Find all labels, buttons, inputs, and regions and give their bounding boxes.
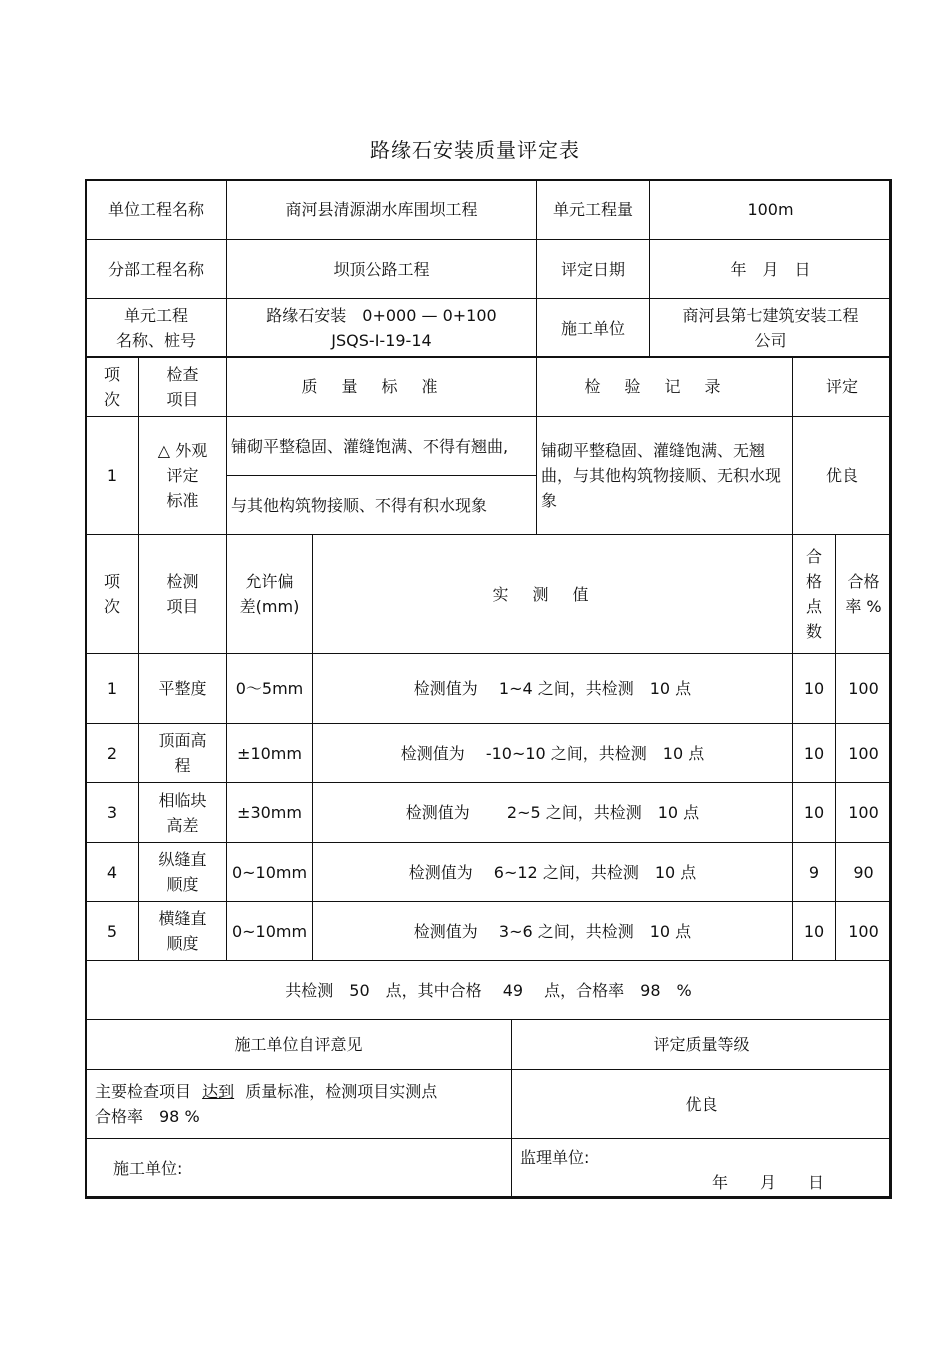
meas-item-line1: 顶面高 xyxy=(158,731,207,750)
meas-item-line2: 顺度 xyxy=(166,875,199,894)
insp-row-no: 1 xyxy=(86,417,139,535)
unit-name-value-line1: 路缘石安装 0+000 — 0+100 xyxy=(266,306,497,325)
supervisor-sign: 监理单位: xyxy=(520,1148,590,1167)
meas-no: 4 xyxy=(86,843,139,902)
summary-row: 共检测 50 点，其中合格 49 点，合格率 98 % xyxy=(86,961,892,1020)
insp-standard-2: 与其他构筑物接顺、不得有积水现象 xyxy=(227,476,537,535)
meas-no: 2 xyxy=(86,724,139,783)
unit-name-value-line2: JSQS-I-19-14 xyxy=(331,331,432,350)
meas-col-tolerance-line1: 允许偏 xyxy=(245,572,294,591)
meas-tolerance: ±10mm xyxy=(227,724,313,783)
insp-col-standard: 质量标准 xyxy=(227,357,537,417)
meas-values: 检测值为 -10~10 之间，共检测 10 点 xyxy=(313,724,793,783)
insp-row-item-line1: △ 外观 xyxy=(157,441,208,460)
contractor-sign: 施工单位: xyxy=(113,1159,183,1178)
insp-col-record: 检验记录 xyxy=(537,357,793,417)
meas-col-item-line2: 项目 xyxy=(166,597,199,616)
meas-item-line1: 平整度 xyxy=(158,679,207,698)
meas-passed: 10 xyxy=(793,902,836,961)
unit-project-value: 商河县清源湖水库围坝工程 xyxy=(227,180,537,240)
insp-row-item-line3: 标准 xyxy=(166,491,199,510)
meas-tolerance: 0～5mm xyxy=(227,654,313,724)
sub-project-value: 坝顶公路工程 xyxy=(227,240,537,299)
meas-passed: 10 xyxy=(793,783,836,843)
meas-rate: 100 xyxy=(836,783,892,843)
page-title: 路缘石安装质量评定表 xyxy=(370,138,580,162)
insp-standard-1: 铺砌平整稳固、灌缝饱满、不得有翘曲, xyxy=(227,417,537,476)
sub-project-label: 分部工程名称 xyxy=(86,240,227,299)
meas-col-passed-line4: 数 xyxy=(805,622,822,641)
insp-record: 铺砌平整稳固、灌缝饱满、无翘曲，与其他构筑物接顺、无积水现象 xyxy=(537,417,793,535)
grade-label: 评定质量等级 xyxy=(512,1020,892,1070)
grade-value: 优良 xyxy=(512,1070,892,1139)
self-eval-label: 施工单位自评意见 xyxy=(86,1020,512,1070)
meas-col-values: 实测值 xyxy=(313,535,793,654)
insp-col-rating: 评定 xyxy=(793,357,892,417)
meas-rate: 90 xyxy=(836,843,892,902)
meas-passed: 9 xyxy=(793,843,836,902)
insp-rating: 优良 xyxy=(793,417,892,535)
meas-item-line2: 程 xyxy=(174,756,191,775)
meas-item-line2: 顺度 xyxy=(166,934,199,953)
meas-no: 5 xyxy=(86,902,139,961)
unit-name-label-line1: 单元工程 xyxy=(123,306,188,325)
unit-quantity-label: 单元工程量 xyxy=(537,180,650,240)
contractor-value-line2: 公司 xyxy=(754,331,787,350)
meas-rate: 100 xyxy=(836,724,892,783)
meas-values: 检测值为 1~4 之间，共检测 10 点 xyxy=(313,654,793,724)
meas-item-line1: 相临块 xyxy=(158,790,207,810)
meas-col-rate-line2: 率 % xyxy=(845,597,882,616)
meas-tolerance: ±30mm xyxy=(227,783,313,843)
meas-item-line1: 纵缝直 xyxy=(158,850,207,869)
contractor-value-line1: 商河县第七建筑安装工程 xyxy=(682,306,859,325)
meas-passed: 10 xyxy=(793,654,836,724)
insp-col-item-line1: 检查 xyxy=(166,364,199,384)
self-eval-result: 达到 xyxy=(202,1082,235,1101)
meas-rate: 100 xyxy=(836,902,892,961)
meas-col-passed-line1: 合 xyxy=(805,547,822,566)
meas-values: 检测值为 2~5 之间，共检测 10 点 xyxy=(313,783,793,843)
meas-values: 检测值为 3~6 之间，共检测 10 点 xyxy=(313,902,793,961)
insp-row-item-line2: 评定 xyxy=(166,466,199,485)
unit-name-label-line2: 名称、桩号 xyxy=(115,331,196,350)
outer-frame xyxy=(85,179,891,1198)
meas-tolerance: 0~10mm xyxy=(227,902,313,961)
insp-col-no-line2: 次 xyxy=(103,389,120,409)
meas-values: 检测值为 6~12 之间，共检测 10 点 xyxy=(313,843,793,902)
meas-col-no-line1: 项 xyxy=(103,572,120,591)
insp-col-no-line1: 项 xyxy=(103,364,120,384)
meas-col-no-line2: 次 xyxy=(103,597,120,616)
meas-tolerance: 0~10mm xyxy=(227,843,313,902)
meas-passed: 10 xyxy=(793,724,836,783)
contractor-label: 施工单位 xyxy=(537,299,650,358)
meas-rate: 100 xyxy=(836,654,892,724)
self-eval-line2: 合格率 98 % xyxy=(95,1107,200,1126)
unit-project-label: 单位工程名称 xyxy=(86,180,227,240)
meas-no: 3 xyxy=(86,783,139,843)
meas-item-line1: 横缝直 xyxy=(158,909,207,928)
eval-date-value: 年 月 日 xyxy=(650,240,892,299)
self-eval-suffix: 质量标准，检测项目实测点 xyxy=(245,1082,438,1101)
insp-col-item-line2: 项目 xyxy=(166,389,199,409)
meas-no: 1 xyxy=(86,654,139,724)
meas-col-passed-line2: 格 xyxy=(805,572,822,591)
meas-col-item-line1: 检测 xyxy=(166,572,199,591)
unit-quantity-value: 100m xyxy=(650,180,892,240)
meas-col-rate-line1: 合格 xyxy=(847,572,880,591)
eval-date-label: 评定日期 xyxy=(537,240,650,299)
meas-col-tolerance-line2: 差(mm) xyxy=(239,597,300,616)
meas-col-passed-line3: 点 xyxy=(805,597,822,616)
meas-item-line2: 高差 xyxy=(166,815,199,835)
self-eval-prefix: 主要检查项目 xyxy=(95,1082,192,1101)
supervisor-date: 年 月 日 xyxy=(712,1173,825,1192)
